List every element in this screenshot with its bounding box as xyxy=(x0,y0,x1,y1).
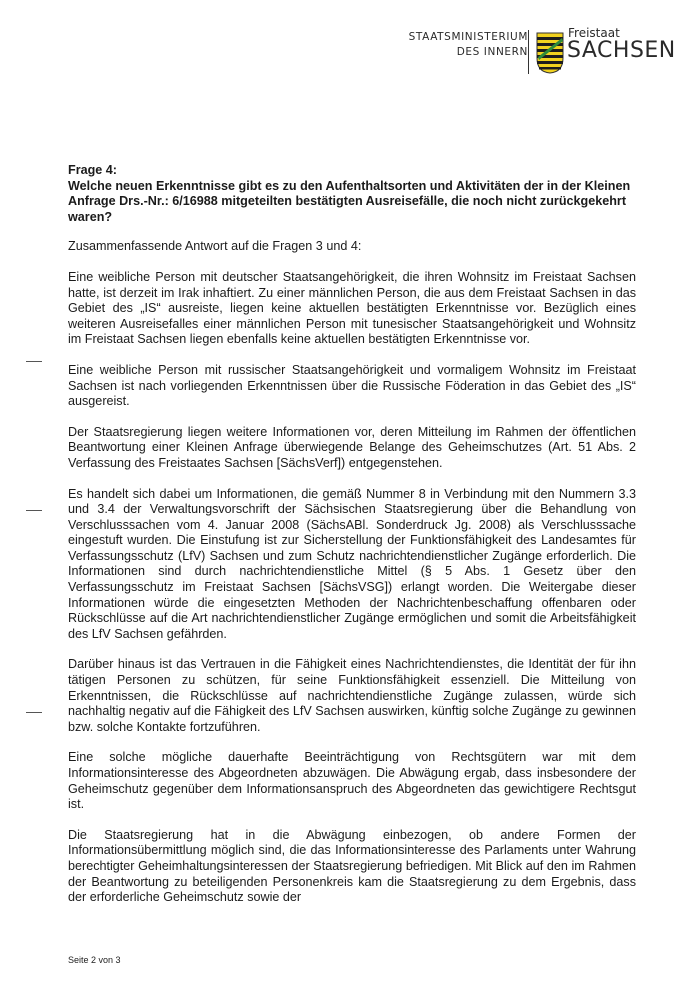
ministry-name xyxy=(409,30,528,60)
question-label: Frage 4: xyxy=(68,163,117,177)
page-number: Seite 2 von 3 xyxy=(68,955,121,965)
margin-mark xyxy=(26,510,42,511)
answer-paragraph: Eine solche mögliche dauerhafte Beeinträchtigung von Rechtsgütern war mit dem Informationsinteresse des Abgeordneten abzuwägen. Die Abwägung ergab, dass insbesondere der Geheimschutz gegenüber dem Informationsanspruch des Abgeordneten das gewichtigere Rechtsgut ist. xyxy=(68,750,636,812)
state-label-small: Freistaat xyxy=(568,26,620,40)
answer-paragraph: Es handelt sich dabei um Informationen, die gemäß Nummer 8 in Verbindung mit den Nummern 3.3 und 3.4 der Verwaltungsvorschrift der Sächsischen Staatsregierung über die Behandlung von Verschlusssachen vom 4. Januar 2008 (SächsABl. Sonderdruck Jg. 2008) als Verschlusssache eingestuft wurden. Die Einstufung ist zur Sicherstellung der Funktionsfähigkeit des Landesamtes für Verfassungsschutz (LfV) Sachsen und zum Schutz nachrichtendienstlicher Zugänge erforderlich. Die Informationen sind durch nachrichtendienstliche Mittel (§ 5 Abs. 1 Gesetz über den Verfassungsschutz im Freistaat Sachsen [SächsVSG]) erlangt worden. Die Weitergabe dieser Informationen würde die eingesetzten Methoden der Nachrichtenbeschaffung offenbaren oder Rückschlüsse auf die Art nachrichtendienstlicher Zugänge ermöglichen und somit die Arbeitsfähigkeit des LfV Sachsen gefährden. xyxy=(68,486,636,641)
header-divider xyxy=(528,30,529,74)
state-label-large: SACHSEN xyxy=(567,38,676,63)
margin-mark xyxy=(26,361,42,362)
answer-paragraph: Eine weibliche Person mit russischer Staatsangehörigkeit und vormaligem Wohnsitz im Freistaat Sachsen ist nach vorliegenden Erkenntnissen über die Russische Föderation in das Gebiet des „IS“ ausgereist. xyxy=(68,362,636,409)
coat-of-arms-icon xyxy=(536,32,564,74)
answer-intro: Zusammenfassende Antwort auf die Fragen 3 und 4: xyxy=(68,239,362,254)
answer-paragraph: Darüber hinaus ist das Vertrauen in die Fähigkeit eines Nachrichtendienstes, die Identität der für ihn tätigen Personen zu schützen, für seine Funktionsfähigkeit essenziell. Die Mitteilung von Erkenntnissen, die Rückschlüsse auf nachrichtendienstliche Zugänge zulassen, würde sich nachhaltig negativ auf die Fähigkeit des LfV Sachsen auswirken, künftig solche Zugänge zu gewinnen bzw. solche Kontakte fortzuführen. xyxy=(68,657,636,734)
answer-paragraph: Eine weibliche Person mit deutscher Staatsangehörigkeit, die ihren Wohnsitz im Freistaat Sachsen hatte, ist derzeit im Irak inhaftiert. Zu einer männlichen Person, die aus dem Freistaat Sachsen in das Gebiet des „IS“ ausreiste, liegen keine aktuellen bestätigten Erkenntnisse vor. Bezüglich eines weiteren Ausreisefalles einer männlichen Person mit tunesischer Staatsangehörigkeit und Wohnsitz im Freistaat Sachsen liegen ebenfalls keine aktuellen bestätigten Erkenntnisse vor. xyxy=(68,269,636,347)
ministry-line-2: DES INNERN xyxy=(456,46,528,58)
question-text: Welche neuen Erkenntnisse gibt es zu den Aufenthaltsorten und Aktivitäten der in der Kleinen Anfrage Drs.-Nr.: 6/16988 mitgeteilten bestätigten Ausreisefälle, die noch nicht zurückgekehrt waren? xyxy=(68,178,631,224)
margin-mark xyxy=(26,712,42,713)
document-body xyxy=(68,163,636,906)
answer-paragraph: Die Staatsregierung hat in die Abwägung einbezogen, ob andere Formen der Informationsübermittlung möglich sind, die das Informationsinteresse des Parlaments unter Wahrung berechtigter Geheimhaltungsinteressen der Staatsregierung befriedigen. Mit Blick auf den im Rahmen der Beantwortung zu beteiligenden Personenkreis kam die Staatsregierung zu dem Ergebnis, dass der erforderliche Geheimschutz sowie der xyxy=(68,827,636,905)
answer-paragraph: Der Staatsregierung liegen weitere Informationen vor, deren Mitteilung im Rahmen der öffentlichen Beantwortung einer Kleinen Anfrage überwiegende Belange des Geheimschutzes (Art. 51 Abs. 2 Verfassung des Freistaates Sachsen [SächsVerf]) entgegenstehen. xyxy=(68,424,636,470)
ministry-line-1: STAATSMINISTERIUM xyxy=(408,31,528,43)
